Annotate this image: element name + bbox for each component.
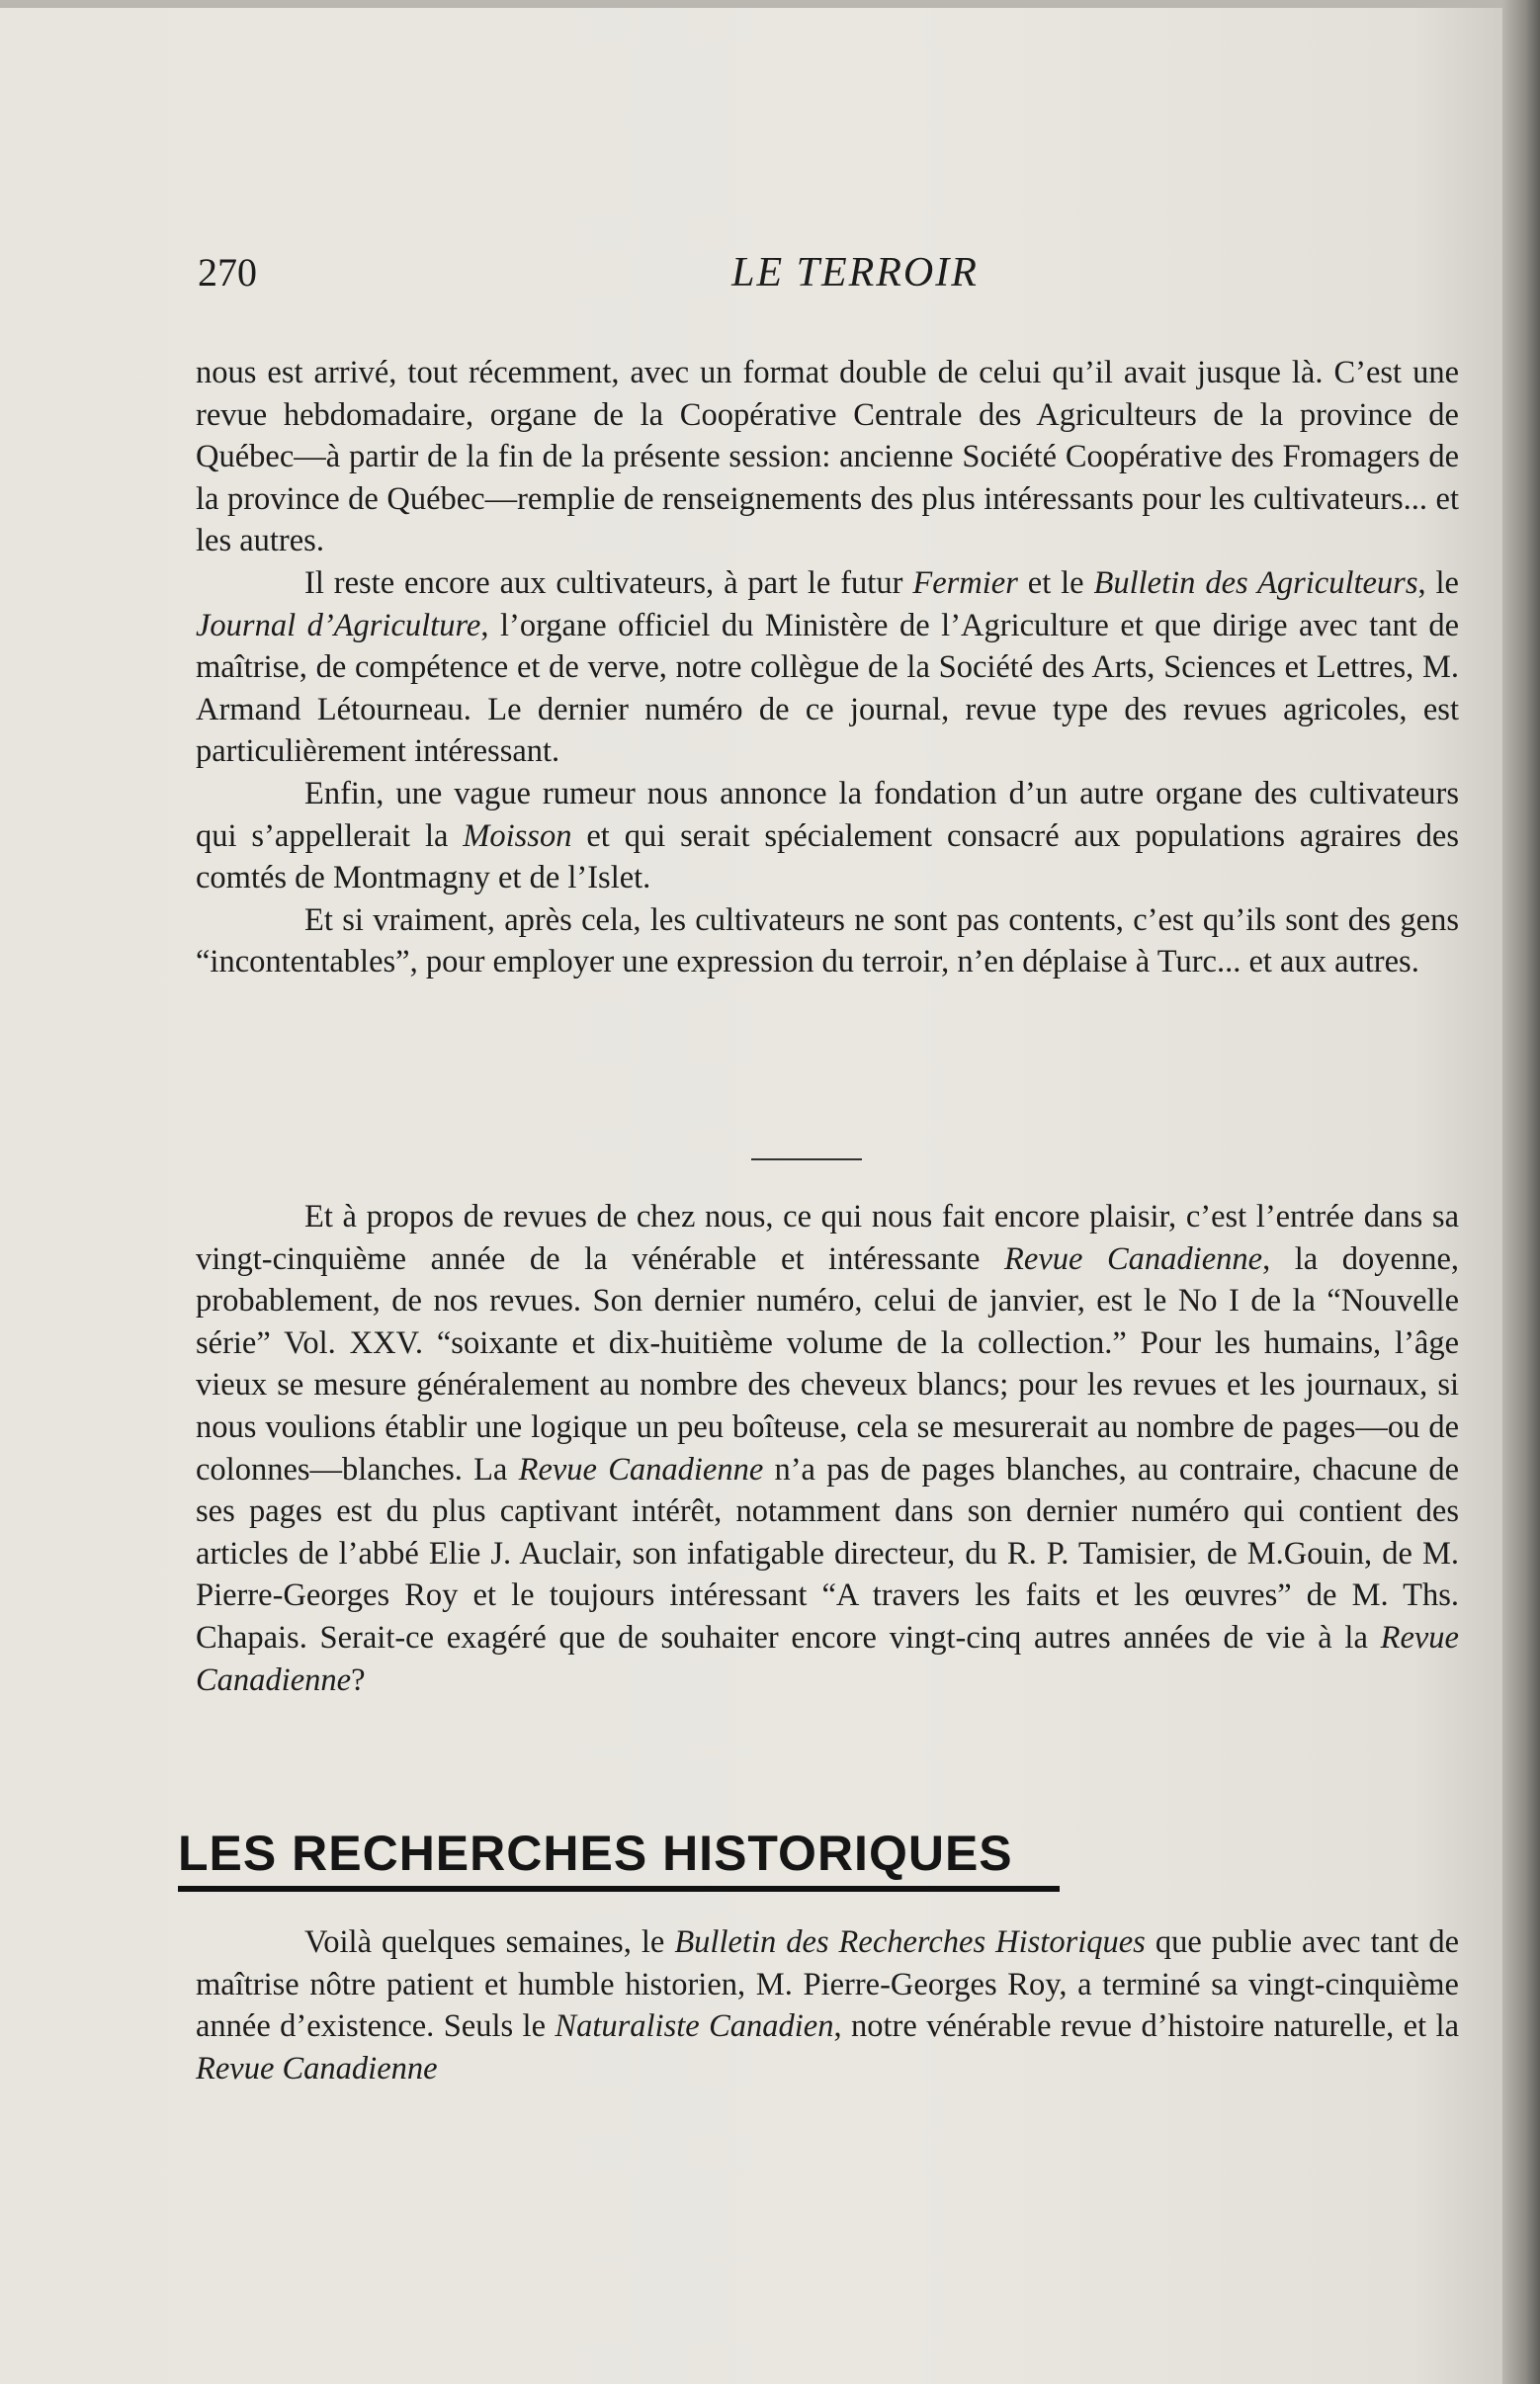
book-spine-shadow	[1502, 0, 1540, 2384]
paragraph-3: Enfin, une vague rumeur nous annonce la fondation d’un autre organe des cultivateurs qui s’appellerait la Moisson et qui serait spécialement consacré aux populations agraires des comtés de Montmagny et de l’Islet.	[196, 775, 1459, 896]
title-revue-canadienne: Revue Canadienne	[196, 2050, 438, 2086]
title-revue-canadienne: Revue Canadienne	[196, 1619, 1459, 1698]
title-bulletin-agriculteurs: Bulletin des Agriculteurs	[1093, 564, 1418, 601]
page-header	[198, 249, 1453, 308]
title-naturaliste-canadien: Naturaliste Canadien	[555, 2008, 834, 2045]
heading-underline	[178, 1886, 1060, 1892]
title-revue-canadienne: Revue Canadienne	[1004, 1240, 1263, 1277]
running-title: LE TERROIR	[731, 250, 979, 296]
text-block-2	[196, 1196, 1459, 1701]
title-fermier: Fermier	[912, 564, 1018, 601]
section-separator	[751, 1158, 862, 1160]
paragraph-5: Et à propos de revues de chez nous, ce qui nous fait encore plaisir, c’est l’entrée dans sa vingt-cinquième année de la vénérable et intéressante Revue Canadienne, la doyenne, probablement, de nos revues. Son dernier numéro, celui de janvier, est le No I de la “Nouvelle série” Vol. XXV. “soixante et dix-huitième volume de la collection.” Pour les humains, l’âge vieux se mesure généralement au nombre des cheveux blancs; pour les revues et les journaux, si nous voulions établir une logique un peu boîteuse, cela se mesurerait au nombre de pages—ou de colonnes—blanches. La Revue Canadienne n’a pas de pages blanches, au contraire, chacune de ses pages est du plus captivant intérêt, notamment dans son dernier numéro qui contient des articles de l’abbé Elie J. Auclair, son infatigable directeur, du R. P. Tamisier, de M.Gouin, de M. Pierre-Georges Roy et le toujours intéressant “A travers les faits et les œuvres” de M. Ths. Chapais. Serait-ce exagéré que de souhaiter encore vingt-cinq autres années de vie à la Revue Canadienne?	[196, 1199, 1460, 1698]
paragraph-4: Et si vraiment, après cela, les cultivateurs ne sont pas contents, c’est qu’ils sont des gens “incontentables”, pour employer une expression du terroir, n’en déplaise à Turc... et aux autres.	[196, 901, 1459, 980]
title-bulletin-recherches: Bulletin des Recherches Historiques	[674, 1924, 1146, 1960]
top-edge	[0, 0, 1540, 8]
text-block-1	[196, 352, 1459, 983]
page-number: 270	[198, 250, 257, 295]
paragraph-2: Il reste encore aux cultivateurs, à part le futur Fermier et le Bulletin des Agriculteurs, le Journal d’Agriculture, l’organe officiel du Ministère de l’Agriculture et que dirige avec tant de maîtrise, de compétence et de verve, notre collègue de la Société des Arts, Sciences et Lettres, M. Armand Létourneau. Le dernier numéro de ce journal, revue type des revues agricoles, est particulièrement intéressant.	[196, 564, 1459, 770]
title-journal-agriculture: Journal d’Agriculture	[196, 607, 481, 643]
paragraph-6: Voilà quelques semaines, le Bulletin des Recherches Historiques que publie avec tant de maîtrise nôtre patient et humble historien, M. Pierre-Georges Roy, a terminé sa vingt-cinquième année d’existence. Seuls le Naturaliste Canadien, notre vénérable revue d’histoire naturelle, et la Revue Canadienne	[196, 1924, 1459, 2086]
text-block-3	[196, 1921, 1459, 2089]
section-heading: LES RECHERCHES HISTORIQUES	[178, 1826, 1013, 1881]
title-moisson: Moisson	[463, 817, 572, 854]
title-revue-canadienne: Revue Canadienne	[518, 1451, 764, 1488]
paragraph-1: nous est arrivé, tout récemment, avec un format double de celui qu’il avait jusque là. C’est une revue hebdomadaire, organe de la Coopérative Centrale des Agriculteurs de la province de Québec—à partir de la fin de la présente session: ancienne Société Coopérative des Fromagers de la province de Québec—remplie de renseignements des plus intéressants pour les cultivateurs... et les autres.	[196, 355, 1459, 559]
